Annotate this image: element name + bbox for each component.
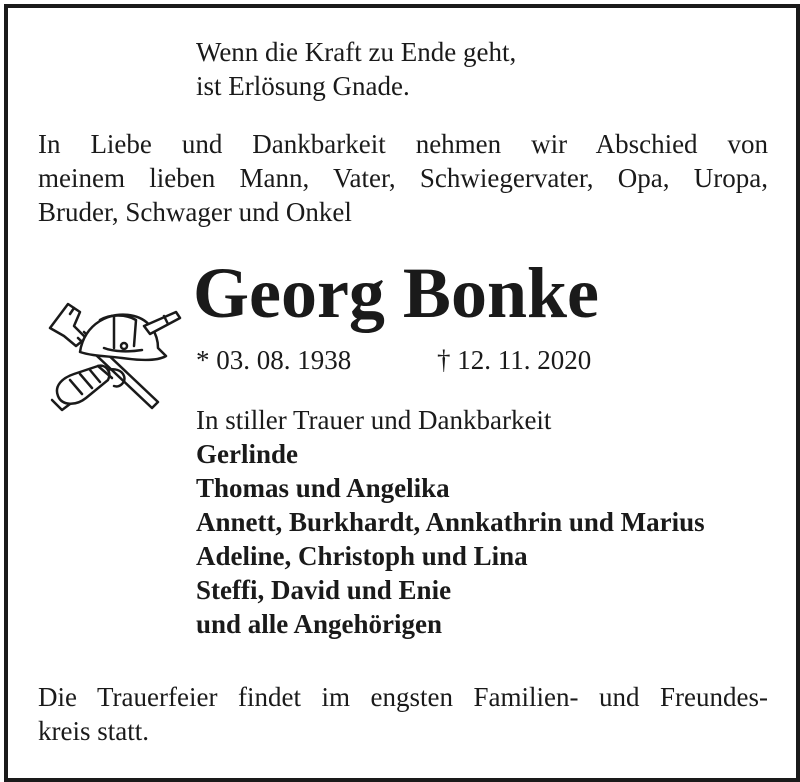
deceased-name: Georg Bonke <box>193 253 599 333</box>
mourner-name: Annett, Burkhardt, Annkathrin und Marius <box>196 507 705 537</box>
birth-date: * 03. 08. 1938 <box>196 345 352 375</box>
mourner-name: Thomas und Angelika <box>196 473 450 503</box>
motto-line: Wenn die Kraft zu Ende geht, <box>196 37 517 67</box>
closing-line: Die Trauerfeier findet im engsten Familien- und Freundes- <box>38 682 768 712</box>
farewell-intro <box>38 127 768 229</box>
death-date: † 12. 11. 2020 <box>437 345 592 375</box>
mourner-name: und alle Angehörigen <box>196 609 443 639</box>
mourner-name: Gerlinde <box>196 439 298 469</box>
closing-line: kreis statt. <box>38 716 149 746</box>
funeral-note <box>38 680 768 748</box>
mourners-intro: In stiller Trauer und Dankbarkeit <box>196 405 552 435</box>
intro-line: In Liebe und Dankbarkeit nehmen wir Abschied von <box>38 129 768 159</box>
motto-verse <box>196 35 516 103</box>
mourner-name: Steffi, David und Enie <box>196 575 452 605</box>
intro-line: meinem lieben Mann, Vater, Schwiegervater, Opa, Uropa, <box>38 163 768 193</box>
firefighter-helmet-axe-icon <box>40 286 190 426</box>
intro-line: Bruder, Schwager und Onkel <box>38 197 352 227</box>
mourners-block <box>196 403 705 641</box>
mourner-name: Adeline, Christoph und Lina <box>196 541 528 571</box>
motto-line: ist Erlösung Gnade. <box>196 71 410 101</box>
